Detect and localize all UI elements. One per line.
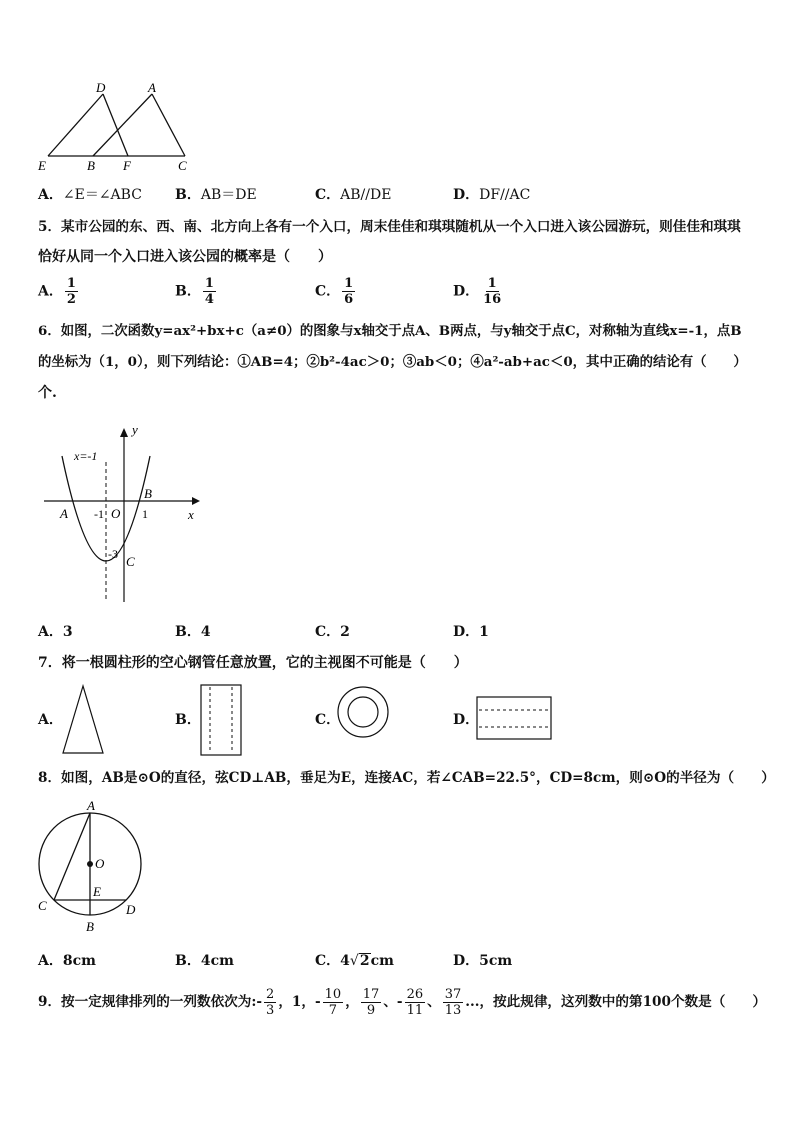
separator: ... [465, 994, 480, 1010]
parabola-graph [38, 420, 208, 610]
triangle-figure [30, 78, 200, 178]
fraction [342, 276, 355, 307]
q5-stem-line1: 5．某市公园的东、西、南、北方向上各有一个入口，周末佳佳和琪琪随机从一个入口进入该公园游玩，则佳佳和琪琪 [38, 219, 741, 235]
q6-option-d[interactable] [453, 622, 489, 642]
separator: ， [345, 994, 359, 1010]
q9-stem [38, 982, 766, 1022]
term-plain: 1 [291, 994, 302, 1010]
option-text: 3 [62, 624, 73, 640]
option-letter: C． [315, 624, 341, 640]
q6-stem-line1: 6．如图，二次函数y=ax²+bx+c（a≠0）的图象与x轴交于点A、B两点，与y轴交于点C，对称轴为直线x=-1，点B [38, 323, 742, 339]
option-letter: D． [453, 953, 480, 969]
option-text: DF//AC [479, 187, 531, 203]
numerator: 37 [444, 986, 462, 1002]
denominator: 9 [366, 1002, 376, 1018]
option-letter: D． [453, 187, 480, 203]
option-letter: B． [175, 624, 201, 640]
term-fraction [323, 987, 344, 1018]
option-letter: C． [315, 187, 341, 203]
option-letter: D． [453, 712, 480, 728]
q6-option-c[interactable] [315, 622, 350, 642]
circle-figure [30, 796, 150, 938]
term-sign: - [314, 994, 321, 1010]
separator: ， [301, 994, 315, 1010]
q8-option-c[interactable]: C．4√2cm [315, 953, 394, 969]
origin-label: O [111, 506, 121, 521]
fraction [203, 276, 216, 307]
q4-option-a[interactable] [38, 185, 142, 205]
tick-neg3: -3 [108, 547, 118, 561]
point-a-label: A [87, 798, 95, 813]
denominator: 2 [66, 292, 76, 307]
option-letter: D． [453, 283, 480, 300]
denominator: 16 [483, 292, 502, 307]
q4-option-d[interactable] [453, 185, 530, 205]
q8-stem: 8．如图，AB是⊙O的直径，弦CD⊥AB，垂足为E，连接AC，若∠CAB=22.5°，CD=8cm，则⊙O的半径为（ ） [38, 770, 775, 786]
option-letter: C． [315, 953, 341, 969]
denominator: 4 [204, 292, 214, 307]
triangle-view [60, 683, 106, 757]
numerator: 1 [204, 276, 214, 291]
option-text: 5cm [479, 953, 513, 969]
q8-option-d[interactable] [453, 951, 512, 971]
numerator: 1 [66, 276, 76, 291]
fraction [65, 276, 78, 307]
option-text: 4cm [200, 953, 234, 969]
option-text: AB//DE [340, 187, 392, 203]
term-sign: - [396, 994, 403, 1010]
q8-option-b[interactable] [175, 951, 234, 971]
label-f: F [123, 158, 131, 173]
option-letter: A． [38, 624, 63, 640]
separator: 、 [383, 994, 397, 1010]
unit: cm [370, 953, 394, 969]
q5-option-d[interactable] [453, 276, 505, 307]
separator: 、 [427, 994, 441, 1010]
q5-option-a[interactable] [38, 276, 80, 307]
q9-prefix: 9．按一定规律排列的一列数依次为: [38, 994, 257, 1010]
option-letter: B． [175, 953, 201, 969]
term-sign: - [256, 994, 263, 1010]
label-b: B [87, 158, 95, 173]
horizontal-rectangle-view [475, 694, 555, 744]
numerator: 1 [344, 276, 354, 291]
denominator: 6 [344, 292, 354, 307]
label-c: C [178, 158, 187, 173]
numerator: 2 [266, 986, 275, 1002]
option-letter: A． [38, 953, 63, 969]
radicand: 2 [359, 953, 370, 969]
numerator: 17 [362, 986, 380, 1002]
denominator: 11 [406, 1002, 424, 1018]
denominator: 3 [266, 1002, 275, 1018]
q8-option-a[interactable] [38, 951, 96, 971]
point-b-label: B [86, 919, 94, 934]
symmetry-axis-label: x=-1 [74, 449, 98, 463]
concentric-circles-view [336, 682, 392, 742]
vertical-rectangle-view [198, 683, 246, 759]
option-letter: D． [453, 624, 480, 640]
tick-neg1: -1 [94, 507, 104, 521]
q6-option-b[interactable] [175, 622, 211, 642]
point-c-label: C [126, 554, 135, 569]
point-a-label: A [60, 506, 68, 521]
term-fraction [361, 987, 382, 1018]
label-e: E [38, 158, 46, 173]
q9-suffix: ，按此规律，这列数中的第100个数是（ ） [479, 994, 767, 1010]
coefficient: 4 [340, 953, 350, 969]
q4-option-b[interactable] [175, 185, 257, 205]
option-letter: B． [175, 712, 201, 728]
option-letter: A． [38, 712, 63, 728]
q5-option-b[interactable] [175, 276, 218, 307]
q7-option-b[interactable] [175, 710, 201, 730]
q4-option-c[interactable] [315, 185, 391, 205]
point-d-label: D [126, 902, 136, 917]
separator: ， [278, 994, 292, 1010]
option-text: ∠E＝∠ABC [62, 187, 142, 203]
numerator: 10 [324, 986, 342, 1002]
option-letter: C． [315, 712, 341, 728]
option-letter: B． [175, 187, 201, 203]
x-axis-label: x [188, 507, 194, 522]
label-a: A [148, 80, 156, 95]
option-text: 2 [340, 624, 350, 640]
option-letter: A． [38, 283, 63, 300]
numerator: 26 [406, 986, 424, 1002]
term-fraction [405, 987, 426, 1018]
point-c-label: C [38, 898, 47, 913]
option-text: 1 [479, 624, 489, 640]
point-b-label: B [144, 486, 152, 501]
q6-stem-line2: 的坐标为（1，0），则下列结论：①AB=4；②b²-4ac＞0；③ab＜0；④a²-ab+ac＜0，其中正确的结论有（ ） [38, 354, 747, 370]
point-e-label: E [93, 884, 101, 899]
term-fraction [443, 987, 464, 1018]
denominator: 7 [328, 1002, 338, 1018]
term-fraction [264, 987, 276, 1018]
option-text: 8cm [62, 953, 96, 969]
label-d: D [96, 80, 106, 95]
q6-stem-line3: 个. [38, 385, 57, 401]
numerator: 1 [487, 276, 497, 291]
q6-option-a[interactable] [38, 622, 73, 642]
option-letter: B． [175, 283, 201, 300]
q5-stem-line2: 恰好从同一个入口进入该公园的概率是（ ） [38, 249, 332, 265]
option-letter: A． [38, 187, 63, 203]
option-text: AB＝DE [200, 187, 257, 203]
fraction [481, 276, 503, 307]
option-text: 4 [200, 624, 211, 640]
option-letter: C． [315, 283, 341, 300]
y-axis-label: y [132, 422, 138, 437]
q7-stem: 7．将一根圆柱形的空心钢管任意放置，它的主视图不可能是（ ） [38, 655, 468, 671]
tick-1: 1 [142, 507, 148, 521]
denominator: 13 [444, 1002, 462, 1018]
q5-option-c[interactable] [315, 276, 357, 307]
point-o-label: O [95, 856, 105, 871]
